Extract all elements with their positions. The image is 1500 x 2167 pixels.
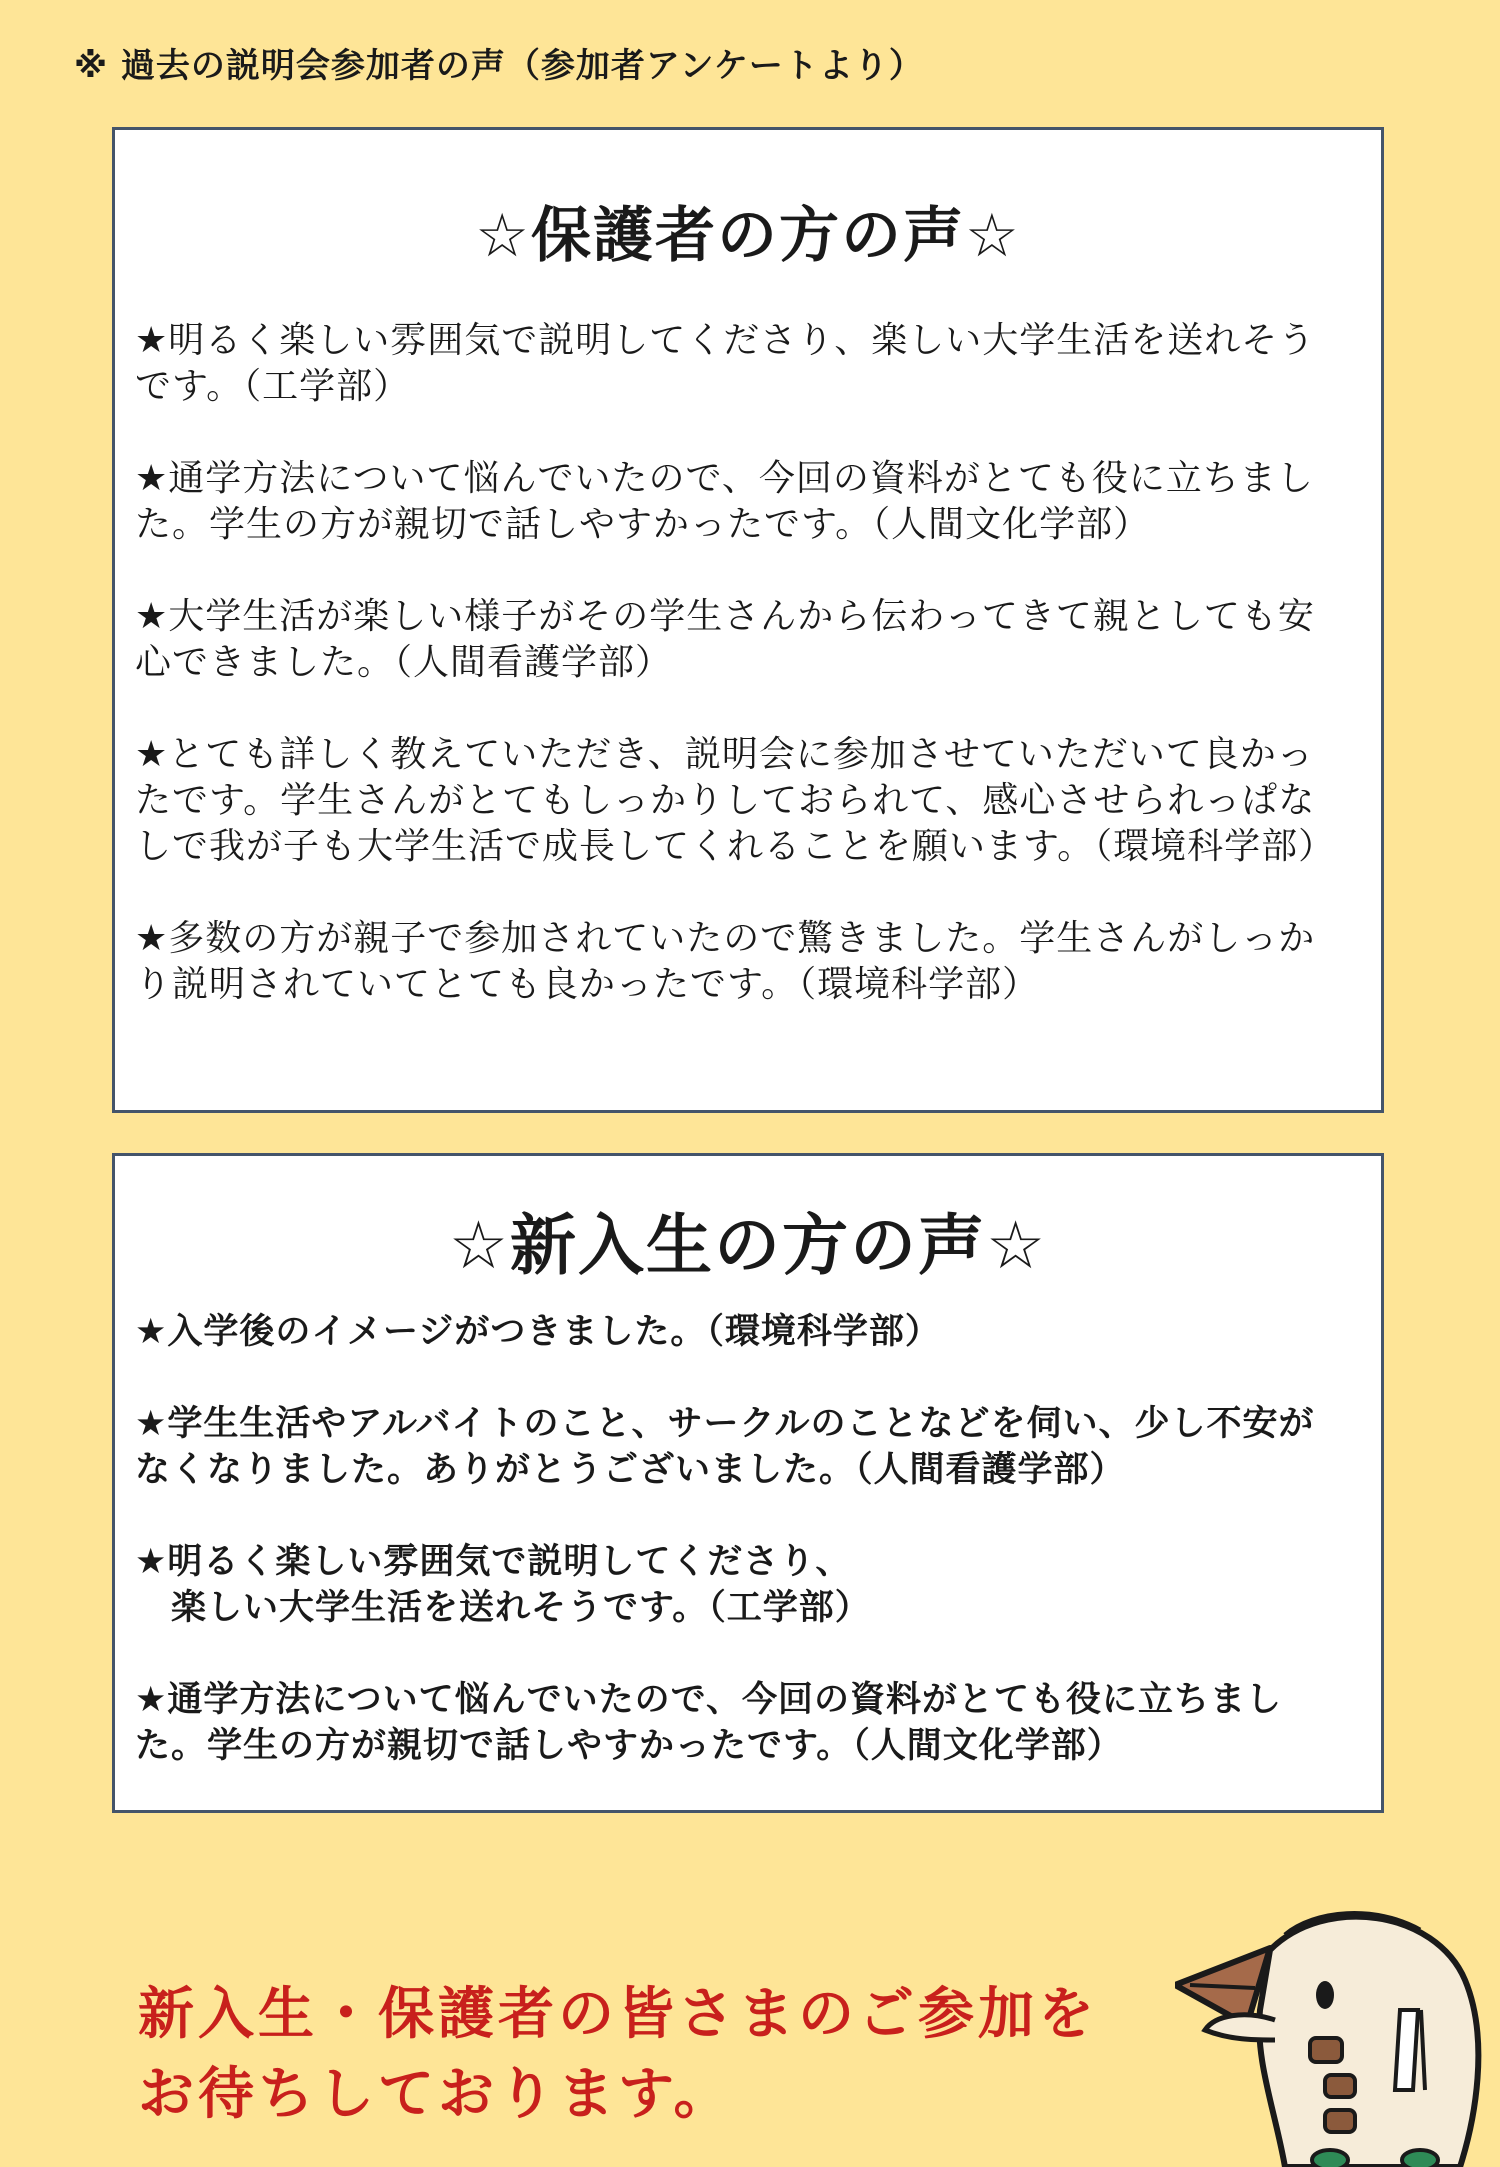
parents-voice-item: ★大学生活が楽しい様子がその学生さんから伝わってきて親としても安心できました。（人間看護学部） [135,596,1315,683]
closing-message: 新入生・保護者の皆さまのご参加を お待ちしております。 [138,1982,1098,2127]
students-voice-item: ★学生生活やアルバイトのこと、サークルのことなどを伺い、少し不安がなくなりました。ありがとうございました。（人間看護学部） [135,1404,1315,1490]
parents-voice-item: ★明るく楽しい雰囲気で説明してくださり、楽しい大学生活を送れそうです。（工学部） [135,320,1316,407]
parents-voices-title: ☆保護者の方の声☆ [475,201,1021,271]
parents-voice-item: ★多数の方が親子で参加されていたので驚きました。学生さんがしっかり説明されていてとても良かったです。（環境科学部） [135,918,1316,1005]
students-voices-title: ☆新入生の方の声☆ [448,1207,1048,1284]
students-voice-item: ★通学方法について悩んでいたので、今回の資料がとても役に立ちました。学生の方が親切で話しやすかったです。（人間文化学部） [135,1680,1282,1766]
parents-voice-item: ★通学方法について悩んでいたので、今回の資料がとても役に立ちました。学生の方が親切で話しやすかったです。（人間文化学部） [135,458,1314,545]
students-voices-box [112,1153,1384,1813]
students-voices-list [115,1309,1381,1769]
parents-voice-item: ★とても詳しく教えていただき、説明会に参加させていただいて良かったです。学生さんがとてもしっかりしておられて、感心させられっぱなしで我が子も大学生活で成長してくれることを願います。（環境科学部） [135,734,1336,867]
students-voice-item: ★入学後のイメージがつきました。（環境科学部） [135,1312,941,1352]
students-voice-item: ★明るく楽しい雰囲気で説明してくださり、 楽しい大学生活を送れそうです。（工学部） [135,1542,871,1628]
header-note: ※ 過去の説明会参加者の声（参加者アンケートより） [74,46,924,86]
bird-mascot-illustration [1175,1890,1500,2167]
parents-voices-list [115,318,1381,1008]
parents-voices-box [112,127,1384,1113]
